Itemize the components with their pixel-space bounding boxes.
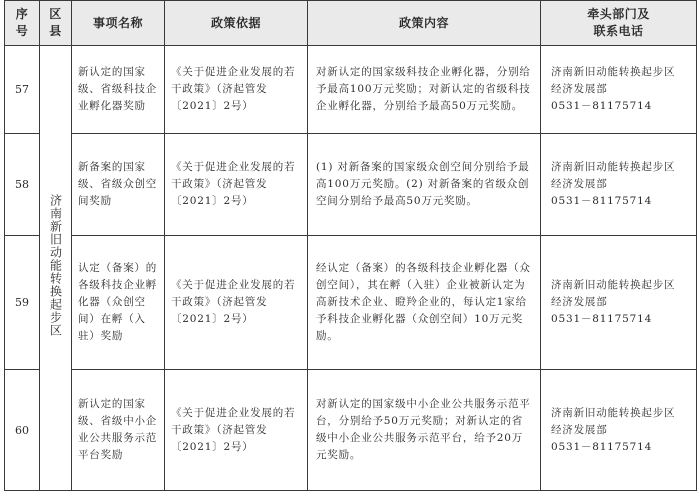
policy-content: 经认定（备案）的各级科技企业孵化器（众创空间），其在孵（入驻）企业被新认定为高新技术企业、瞪羚企业的，每认定1家给予科技企业孵化器（众创空间）10万元奖励。: [308, 236, 541, 370]
district-cell: [40, 46, 72, 491]
policy-basis: 《关于促进企业发展的若干政策》（济起管发〔2021〕2号）: [165, 46, 308, 134]
table-row: [5, 46, 697, 134]
item-name: 新认定的国家级、省级中小企业公共服务示范平台奖励: [72, 370, 165, 491]
dept-contact: [541, 370, 697, 491]
policy-basis: 《关于促进企业发展的若干政策》（济起管发〔2021〕2号）: [165, 370, 308, 491]
header-no: 序号: [5, 1, 40, 46]
dept-name: 济南新旧动能转换起步区经济发展部: [551, 66, 676, 95]
policy-table: [4, 0, 697, 491]
dept-contact: [541, 134, 697, 236]
header-dept: [541, 1, 697, 46]
dept-contact: [541, 46, 697, 134]
header-item: 事项名称: [72, 1, 165, 46]
policy-content: 对新认定的国家级科技企业孵化器，分别给予最高100万元奖励；对新认定的省级科技企业孵化器，分别给予最高50万元奖励。: [308, 46, 541, 134]
policy-content: 对新认定的国家级中小企业公共服务示范平台，分别给予50万元奖励；对新认定的省级中小企业公共服务示范平台，给予20万元奖励。: [308, 370, 541, 491]
dept-phone: 0531－81175714: [551, 313, 653, 325]
header-district: 区县: [40, 1, 72, 46]
policy-table-page: [4, 0, 696, 489]
dept-phone: 0531－81175714: [551, 440, 653, 453]
header-content: 政策内容: [308, 1, 541, 46]
row-number: 60: [5, 370, 40, 491]
dept-name: 济南新旧动能转换起步区经济发展部: [551, 406, 676, 436]
dept-phone: 0531－81175714: [551, 195, 653, 207]
row-number: 58: [5, 134, 40, 236]
table-row: [5, 370, 697, 491]
header-basis: 政策依据: [165, 1, 308, 46]
policy-content: (1) 对新备案的国家级众创空间分别给予最高100万元奖励。(2) 对新备案的省级众创空间分别给予最高50万元奖励。: [308, 134, 541, 236]
table-row: [5, 134, 697, 236]
item-name: 认定（备案）的各级科技企业孵化器（众创空间）在孵（入驻）奖励: [72, 236, 165, 370]
dept-phone: 0531－81175714: [551, 100, 653, 112]
policy-basis: 《关于促进企业发展的若干政策》（济起管发〔2021〕2号）: [165, 236, 308, 370]
row-number: 59: [5, 236, 40, 370]
item-name: 新认定的国家级、省级科技企业孵化器奖励: [72, 46, 165, 134]
policy-basis: 《关于促进企业发展的若干政策》（济起管发〔2021〕2号）: [165, 134, 308, 236]
dept-name: 济南新旧动能转换起步区经济发展部: [551, 279, 676, 308]
header-dept-line2: 联系电话: [593, 24, 644, 38]
item-name: 新备案的国家级、省级众创空间奖励: [72, 134, 165, 236]
dept-contact: [541, 236, 697, 370]
dept-name: 济南新旧动能转换起步区经济发展部: [551, 161, 676, 190]
row-number: 57: [5, 46, 40, 134]
table-header-row: [5, 1, 697, 46]
header-dept-line1: 牵头部门及: [587, 7, 650, 21]
district-name: 济南新旧动能转换起步区: [48, 193, 63, 337]
table-row: [5, 236, 697, 370]
